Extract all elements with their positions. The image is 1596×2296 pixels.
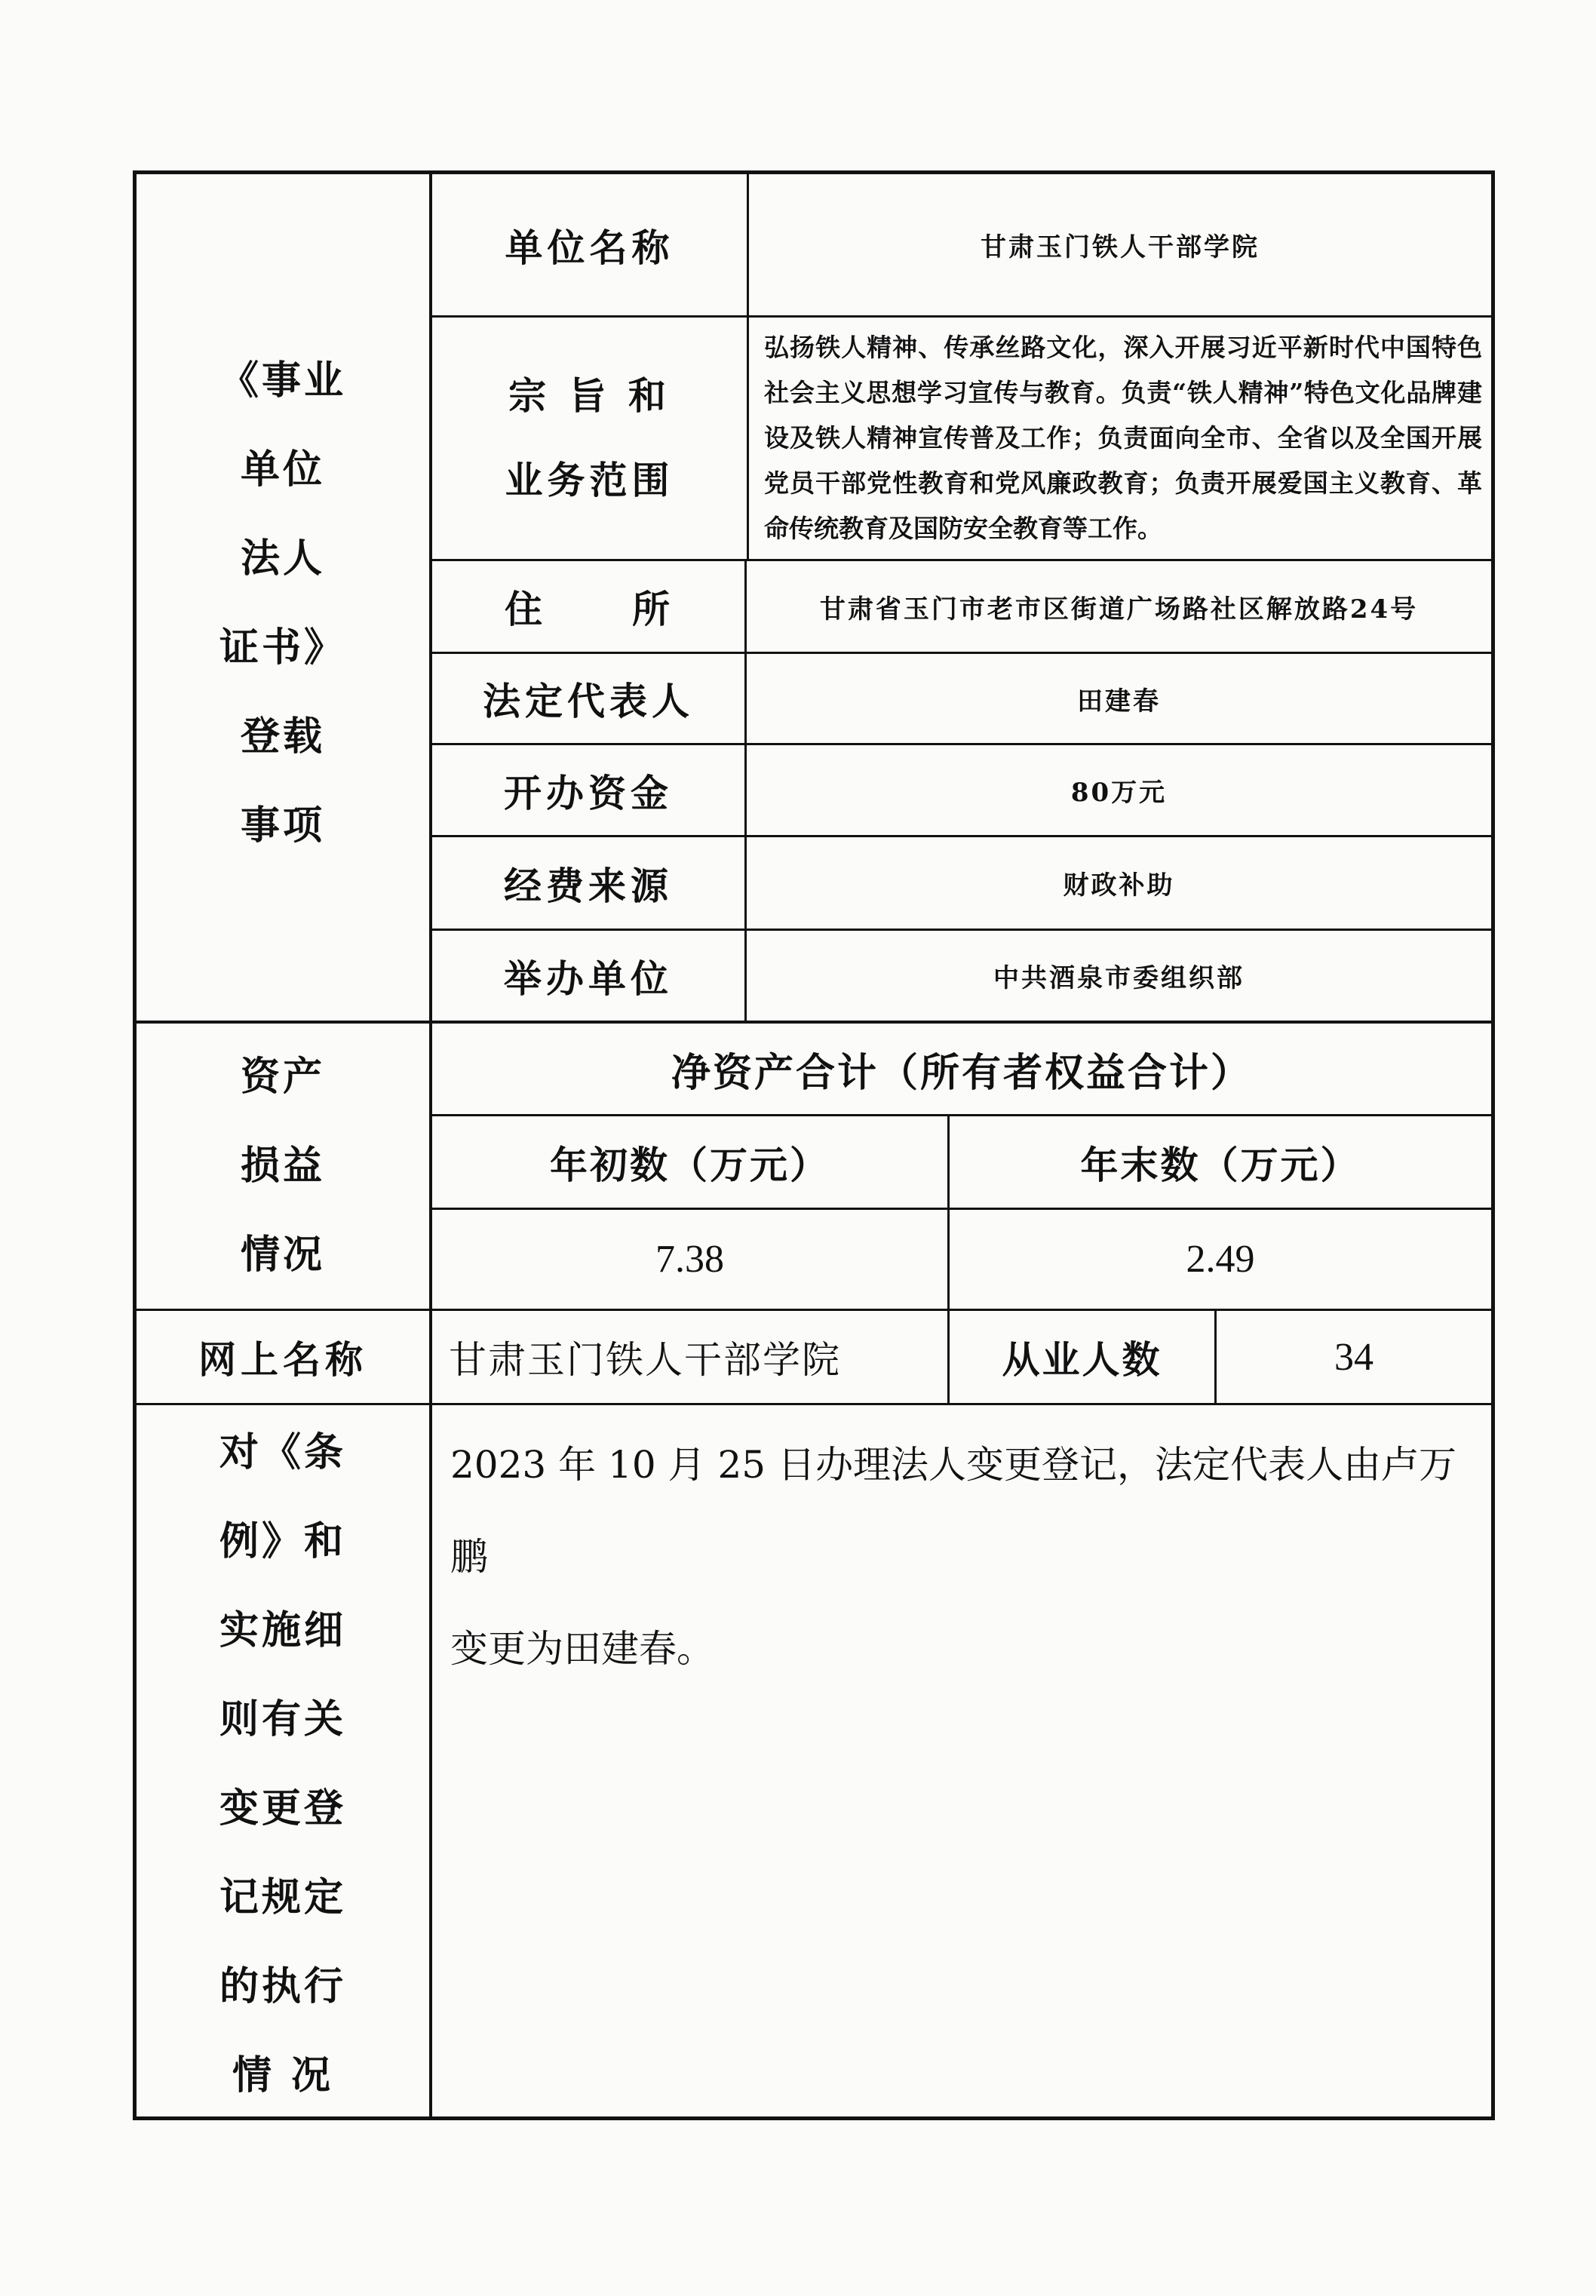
- heading-line: 实施细: [219, 1607, 346, 1653]
- heading-line: 情况: [240, 1232, 325, 1278]
- heading-line: 记规定: [219, 1874, 346, 1920]
- heading-line: 单位: [240, 447, 325, 493]
- heading-line: 法人: [240, 536, 325, 582]
- address-value: 甘肃省玉门市老市区街道广场路社区解放路24号: [819, 594, 1419, 625]
- heading-line: 登载: [240, 714, 325, 760]
- online-name-label: 网上名称: [198, 1337, 367, 1382]
- address-label-char: 所: [632, 587, 674, 631]
- unit-name-label: 单位名称: [505, 225, 674, 270]
- table-border-bottom: [133, 2116, 1495, 2120]
- heading-line: 损益: [240, 1143, 325, 1189]
- net-assets-label: 净资产合计（所有者权益合计）: [671, 1049, 1252, 1096]
- heading-line: 《事业: [219, 358, 346, 404]
- begin-of-year-value: 7.38: [655, 1238, 724, 1281]
- heading-line: 证书》: [219, 625, 346, 671]
- staff-count-label: 从业人数: [1002, 1337, 1162, 1382]
- compliance-notes-line: 变更为田建春。: [450, 1627, 714, 1671]
- heading-line: 变更登: [219, 1785, 346, 1831]
- heading-line: 情 况: [232, 2052, 334, 2098]
- heading-line: 对《条: [219, 1429, 346, 1475]
- address-label: [432, 561, 747, 652]
- end-of-year-label: 年末数（万元）: [1080, 1142, 1361, 1187]
- heading-line: 的执行: [219, 1963, 346, 2009]
- compliance-notes: [432, 1405, 1491, 2116]
- capital-value: 80万元: [1070, 778, 1168, 808]
- end-of-year-value: 2.49: [1186, 1238, 1255, 1281]
- funding-value: 财政补助: [1063, 870, 1175, 901]
- address-label-char: 住: [505, 587, 547, 631]
- heading-line: 则有关: [219, 1696, 346, 1742]
- begin-of-year-label: 年初数（万元）: [550, 1142, 830, 1187]
- purpose-label-line: 宗 旨 和: [508, 373, 671, 418]
- certificate-section-heading: [136, 336, 430, 871]
- purpose-value: 弘扬铁人精神、传承丝路文化，深入开展习近平新时代中国特色社会主义思想学习宣传与教育。负责“铁人精神”特色文化品牌建设及铁人精神宣传普及工作；负责面向全市、全省以及全国开展党员干部党性教育和党风廉政教育；负责开展爱国主义教育、革命传统教育及国防安全教育等工作。: [764, 333, 1482, 543]
- compliance-notes-line: 2023 年 10 月 25 日办理法人变更登记，法定代表人由卢万鹏: [450, 1443, 1456, 1579]
- heading-line: 资产: [240, 1054, 325, 1100]
- sponsor-label: 举办单位: [504, 956, 673, 1001]
- purpose-label-line: 业务范围: [505, 458, 674, 502]
- sponsor-value: 中共酒泉市委组织部: [993, 963, 1245, 993]
- capital-label: 开办资金: [504, 770, 673, 815]
- assets-section-heading: [136, 1024, 430, 1309]
- online-name-value: 甘肃玉门铁人干部学院: [449, 1338, 841, 1382]
- heading-line: 事项: [240, 803, 325, 849]
- table-border-right: [1491, 170, 1495, 2120]
- legal-rep-value: 田建春: [1077, 686, 1161, 717]
- staff-count-value: 34: [1334, 1335, 1373, 1379]
- unit-name-value: 甘肃玉门铁人干部学院: [981, 232, 1260, 262]
- funding-label: 经费来源: [504, 863, 673, 908]
- compliance-section-heading: [136, 1405, 430, 2116]
- heading-line: 例》和: [219, 1518, 346, 1564]
- purpose-label: [432, 318, 747, 559]
- legal-rep-label: 法定代表人: [483, 679, 694, 723]
